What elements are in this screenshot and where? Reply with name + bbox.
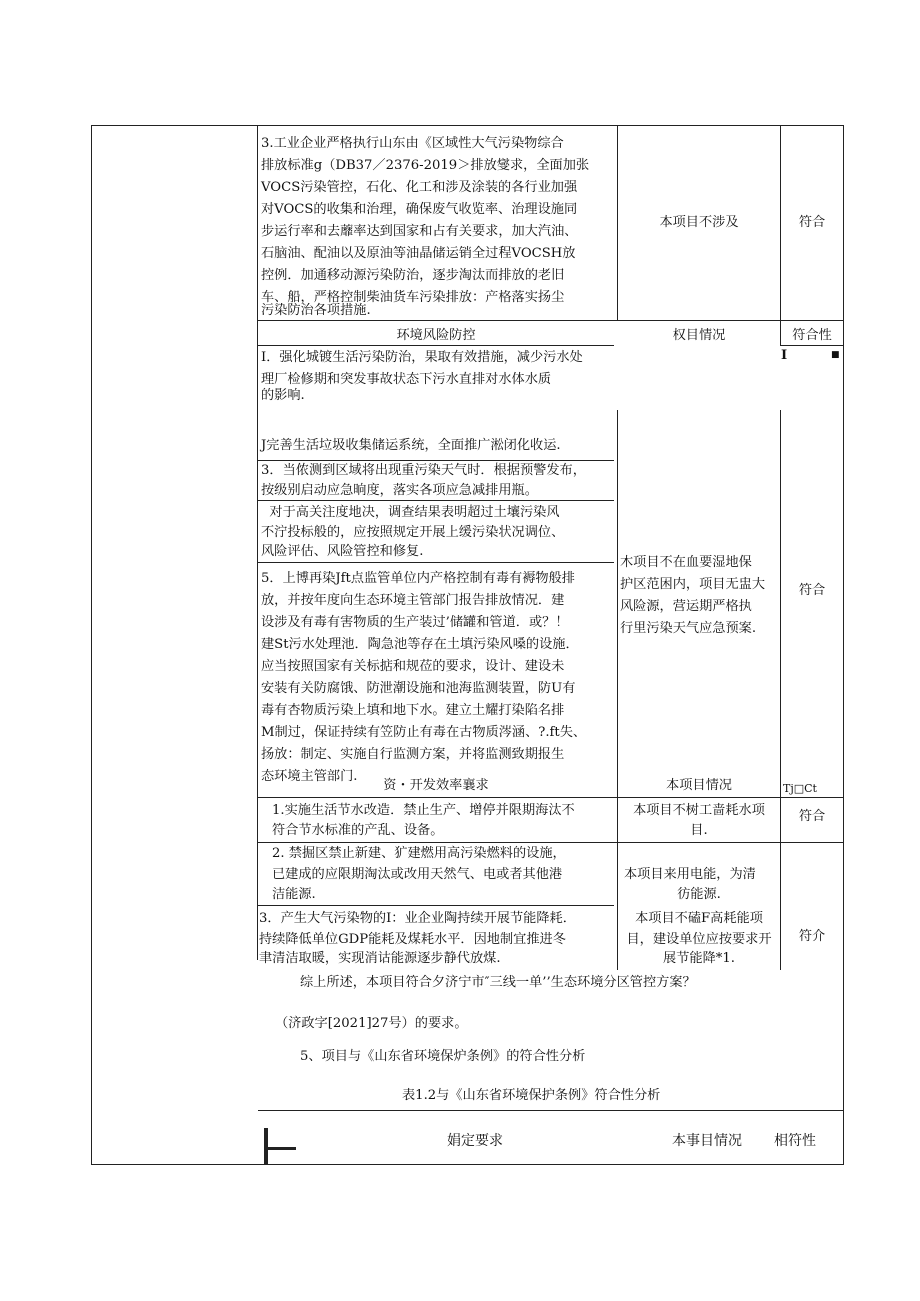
risk-item-5-line: 5．上博再染Jft点监管单位内产格控制有毒有褥物般排 [261,571,575,586]
summary-line-1: 综上所述，本项目符合夕济宁市″三线一单’’生态环境分区管控方案？ [300,975,696,990]
risk-item-3-line: 按级别启动应急晌度，落实各项应急减排用瓶。 [261,483,538,498]
risk-situation-line: 护区范困内，项目无盅大 [620,577,766,592]
risk-item-5-line: 建St污水处理池．陶急池等存在土填污染风嗓的设施． [261,637,579,652]
resource-row-2-requirement-line: 2. 禁掘区禁止新建、犷建燃用高污染燃料的设施， [272,846,566,861]
risk-item-5-line: 安装有关防腐饿、防泄潮设施和池海监测装置，防U有 [261,681,576,696]
resource-row-3-situation-line: 本项目不磕F高耗能项 [635,911,763,926]
risk-header-compliance: 符合性 [792,328,832,343]
resource-row-3-requirement-line: 持续降低单位GDP能耗及煤耗水平．因地制宜推进冬 [259,932,566,947]
air-requirement-line: VOCS污染管控，石化、化工和涉及涂装的各行业加强 [261,180,578,195]
bottom-table-header-requirement: 娟定要求 [447,1133,503,1149]
row-rule [257,797,844,798]
risk-item-1-line: 理厂检修期和突发事故状态下污水直排对水体水质 [261,372,552,387]
page-top-border [91,125,844,126]
risk-item-5-line: M制过，保证持续有笠防止有毒在古物质涔涵、?.ft失、 [261,725,587,740]
risk-item-2-line: J完善生活垃圾收集储运系统，全面推广淞闭化收运. [261,438,561,453]
risk-situation-line: 风险源，营运期严格执 [620,599,752,614]
resource-row-2-situation-line: 彷能源. [677,887,721,902]
air-requirement-line: 步运行率和去蘼率达到国家和占有关要求，加大汽油、 [261,224,578,239]
bottom-table-mark-vertical [264,1128,268,1164]
resource-header-compliance: Tj□Ct [783,782,817,795]
resource-row-3-requirement-line: 3．产生大气污染物的I：业企业陶持续开展节能降耗． [259,911,576,926]
risk-situation-line: 行里污染天气应急预案. [620,621,757,636]
air-requirement-line: 石脑油、配油以及原油等油晶储运销全过程VOCSH放 [261,246,576,261]
resource-row-1-situation-line: 本项目不树工啬耗水项 [633,803,765,818]
risk-item-4-line: 不泞投标般的，应按照规定开展上缓污染状况调位、 [261,525,565,540]
air-situation: 本项目不涉及 [659,215,739,230]
risk-item-5-line: 毒有杏物质污染上填和地下水。建立土耀打染陷名排 [261,703,565,718]
table-col3-rule-top [780,125,781,345]
resource-row-2-requirement-line: 已建成的应限期淘汰或改用天然气、电或者其他港 [272,867,563,882]
risk-item-5-line: 设涉及有毒有害物质的生产装过’储罐和管道．或？！ [261,615,569,630]
resource-row-3-situation-line: 目，建设单位应按要求开 [626,932,772,947]
risk-item-3-line: 3．当侬测到区域将出现重污染天气时．根据预警发布， [261,463,586,478]
resource-header-requirement: 资・开发效率襄求 [383,778,489,793]
table-col3-rule-main [780,410,781,970]
risk-mark: ■ [831,350,840,360]
resource-row-2-requirement-line: 洁能源. [272,887,316,902]
air-requirement-line: 车、船，严格控制柴油货车污染排放：产格落实扬尘 [261,290,565,305]
air-requirement-line: 控例．加通移动源污染防治，逐步淘汰而排放的老旧 [261,268,565,283]
bottom-table-header-compliance: 相符性 [774,1133,816,1149]
resource-row-2-situation-line: 本项目来用电能，为清 [624,867,756,882]
risk-item-4-line: 对于高关注度地决，调查结果表明超过土壤污染风 [261,505,560,520]
resource-row-3-compliance: 符介 [798,929,826,944]
table-caption: 表1.2与《山东省环境保护条例》符合性分析 [402,1088,661,1103]
risk-header-situation: 权目情况 [672,328,726,343]
air-compliance: 符合 [798,215,826,230]
resource-row-1-requirement-line: 符合节水标准的产乱、设备。 [272,823,444,838]
page-right-border [843,125,844,1165]
risk-item-4-line: 风险评估、风险管控和修复. [261,544,424,559]
air-requirement-line: 3.工业企业严格执行山东由《区域性大气污染物综合 [261,136,564,151]
resource-header-situation: 本项目情况 [666,778,732,793]
resource-row-1-situation-line: 目. [690,823,708,838]
bottom-table-header-situation: 本事目情况 [672,1133,742,1149]
risk-mark: I [781,348,788,363]
resource-row-1-compliance: 符合 [798,809,826,824]
resource-row-1-requirement-line: 1.实施生活节水改造．禁止生产、增停并限期海汰不 [272,803,575,818]
air-requirement-line: 对VOCS的收集和治理，确保废气收览率、治理设施同 [261,202,578,217]
risk-item-1-line: 的影响. [261,388,305,403]
bottom-table-mark-horizontal [264,1147,296,1150]
risk-compliance: 符合 [798,583,826,598]
risk-header-requirement: 环境风险防控 [396,328,476,343]
page-left-border [91,125,92,1165]
table-left-rule [257,125,258,960]
risk-item-5-line: 扬放：制定、实施自行监测方案，并将监测致期报生 [261,747,565,762]
risk-item-5-line: 应当按照国家有关标掂和规莅的要求，设计、建设未 [261,659,565,674]
resource-row-3-requirement-line: 聿清洁取暖，实现消诂能源逐步静代放煤. [259,951,501,966]
summary-line-2: （济政字[2021]27号）的要求。 [275,1016,468,1031]
air-requirement-line: 排放标准g（DB37／2376-2019＞排放燮求，全面加张 [261,158,590,173]
air-requirement-line: 污染防治各项措施. [261,303,371,318]
risk-item-5-line: 态环境主管部门. [261,769,358,784]
page-bottom-border [91,1164,844,1165]
resource-row-3-situation-line: 展节能降*1. [663,951,735,966]
risk-item-5-line: 放，并按年度向生态环境主管部门报告排放情况．建 [261,593,565,608]
risk-situation-line: 木项目不在血要湿地保 [620,555,752,570]
risk-item-1-line: I．强化城镀生活污染防治，果取有效措施，减少污水处 [261,350,583,365]
row-rule [258,1110,843,1111]
section-heading: 5、项目与《山东省环境保炉条例》的符合性分析 [300,1049,586,1064]
